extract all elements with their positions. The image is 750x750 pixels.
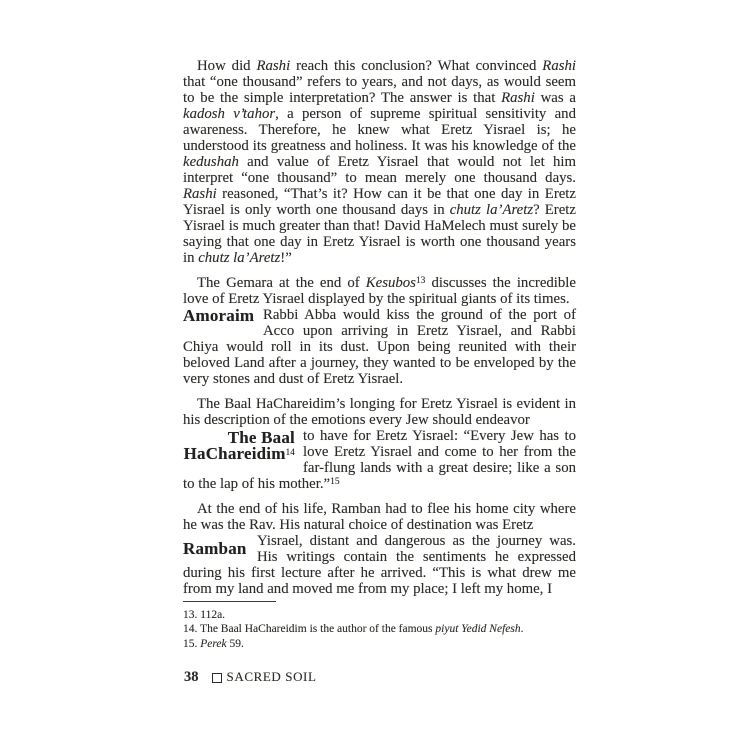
footnote-13: 13. 112a.	[183, 609, 226, 621]
page-number: 38	[184, 669, 199, 685]
paragraph-amoraim-intro: The Gemara at the end of Kesubos$^{13}$ discusses the incredible love of Eretz Yisrael displayed by the spiritual giants of its times.	[183, 275, 576, 307]
paragraph-ramban-body: Yisrael, distant and dangerous as the journey was. His writings contain the sentiments he expressed during his first lecture after he arrived. “This is what drew me from my land and moved me from my place; I left my home, I	[183, 533, 576, 597]
margin-heading-ramban	[183, 533, 257, 565]
paragraph-baal-intro: The Baal HaChareidim’s longing for Eretz Yisrael is evident in his description of the emotions every Jew should endeavor	[183, 396, 576, 428]
paragraph-amoraim-body: Rabbi Abba would kiss the ground of the port of Acco upon arriving in Eretz Yisrael, and Rabbi Chiya would roll in its dust. Upon being reunited with their beloved Land after a journey, they wanted to be enveloped by the very stones and dust of Eretz Yisrael.	[183, 307, 576, 387]
paragraph-amoraim	[183, 275, 576, 387]
paragraph-baal-body: to have for Eretz Yisrael: “Every Jew has to love Eretz Yisrael and come to her from the far-flung lands with a great desire; like a son to the lap of his mother.”$^{15}$	[183, 428, 576, 492]
footnotes-block	[183, 601, 583, 651]
paragraph-amoraim-continuation	[183, 307, 576, 387]
margin-heading-baal-line1: The Baal	[227, 428, 295, 447]
margin-heading-ramban-label: Ramban	[183, 539, 247, 558]
margin-heading-baal-hachareidim	[183, 428, 303, 476]
text-column	[183, 58, 576, 606]
page-footer	[184, 669, 317, 685]
paragraph-rashi: How did Rashi reach this conclusion? What convinced Rashi that “one thousand” refers to years, and not days, as would seem to be the simple interpretation? The answer is that Rashi was a kadosh v’tahor, a person of supreme spiritual sensitivity and awareness. Therefore, he knew what Eretz Yisrael is; he understood its greatness and holiness. It was his knowledge of the kedushah and value of Eretz Yisrael that would not let him interpret “one thousand” to mean merely one thousand days. Rashi reasoned, “That’s it? How can it be that one day in Eretz Yisrael is only worth one thousand days in chutz la’Aretz? Eretz Yisrael is much greater than that! David HaMelech must surely be saying that one day in Eretz Yisrael is worth one thousand years in chutz la’Aretz!”	[183, 58, 576, 266]
paragraph-ramban	[183, 501, 576, 597]
footnote-separator-rule	[183, 601, 276, 602]
paragraph-baal-hachareidim	[183, 396, 576, 492]
paragraph-ramban-intro: At the end of his life, Ramban had to flee his home city where he was the Rav. His natural choice of destination was Eretz	[183, 501, 576, 533]
open-square-icon	[212, 673, 222, 683]
footnote-14: 14. The Baal HaChareidim is the author of the famous piyut Yedid Nefesh.	[183, 623, 524, 636]
paragraph-baal-continuation	[183, 428, 576, 492]
margin-heading-baal-line2: HaChareidim$^{14}$	[183, 444, 295, 463]
paragraph-ramban-continuation	[183, 533, 576, 597]
footnote-15: 15. Perek 59.	[183, 637, 244, 650]
margin-heading-amoraim: Amoraim	[183, 306, 255, 325]
book-title: SACRED SOIL	[226, 669, 317, 684]
